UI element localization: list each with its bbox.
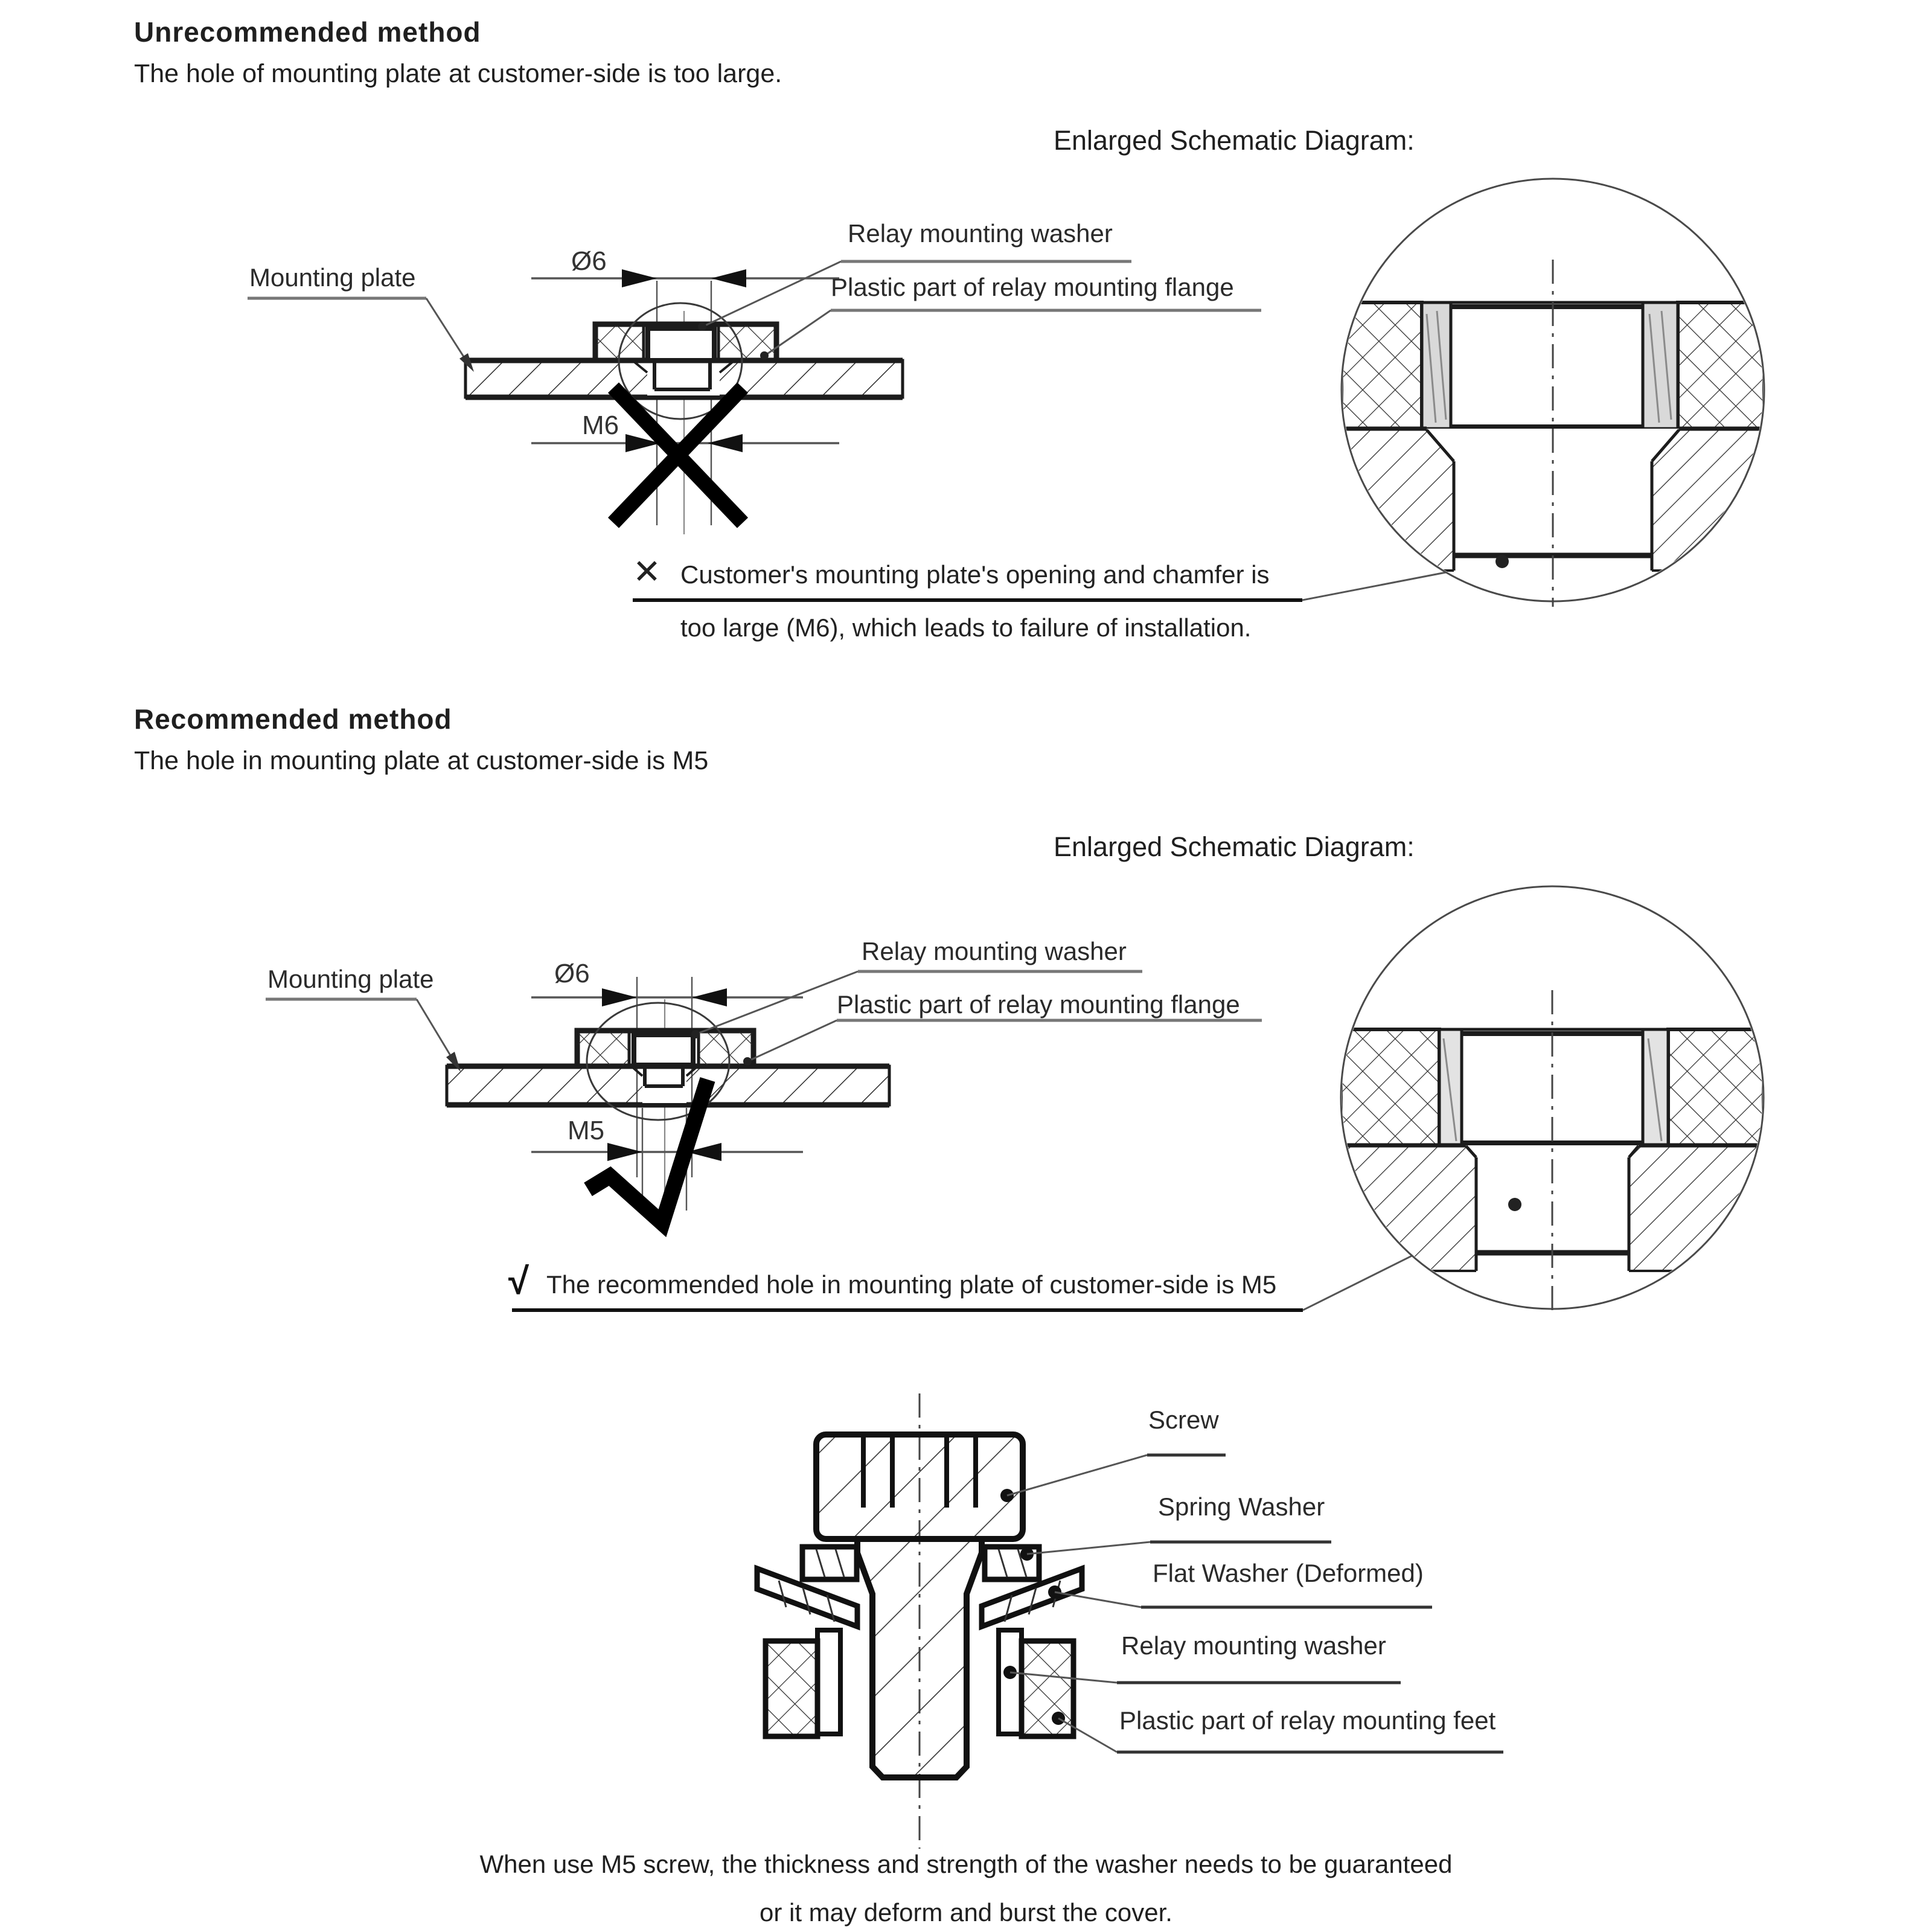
unrecommended-subtitle: The hole of mounting plate at customer-side is too large. [134,59,782,88]
label-relay-washer-3: Relay mounting washer [1121,1631,1386,1660]
check-note-mark: √ [508,1261,529,1302]
dim-thread-2: M5 [568,1116,605,1145]
unrecommended-enlarged-detail [1334,179,1771,607]
recommended-enlarged-detail [1334,886,1771,1316]
screw-assembly-drawing [757,1393,1503,1849]
unrecommended-title: Unrecommended method [134,16,481,48]
cross-note-line2: too large (M6), which leads to failure of installation. [680,613,1252,642]
wrong-cross-mark [613,388,743,523]
cross-note-line1: Customer's mounting plate's opening and chamfer is [680,560,1270,589]
enlarged-heading-2: Enlarged Schematic Diagram: [1054,831,1415,862]
label-mounting-plate-2: Mounting plate [267,965,434,993]
caption-line1: When use M5 screw, the thickness and strength of the washer needs to be guaranteed [479,1850,1453,1878]
check-note: The recommended hole in mounting plate of customer-side is M5 [546,1270,1277,1299]
dim-dia-2: Ø6 [554,959,590,988]
dim-thread-1: M6 [582,411,619,440]
recommended-title: Recommended method [134,703,452,735]
label-plastic-part-1: Plastic part of relay mounting flange [831,273,1234,301]
label-spring-washer: Spring Washer [1158,1492,1325,1521]
dim-dia-1: Ø6 [571,246,607,276]
label-screw: Screw [1148,1406,1219,1434]
enlarged-heading-1: Enlarged Schematic Diagram: [1054,125,1415,156]
caption-line2: or it may deform and burst the cover. [760,1898,1172,1927]
label-relay-washer-1: Relay mounting washer [848,219,1113,248]
unrecommended-cross-section [248,261,1502,600]
label-plastic-part-2: Plastic part of relay mounting flange [837,990,1240,1019]
label-mounting-plate-1: Mounting plate [249,263,416,292]
recommended-subtitle: The hole in mounting plate at customer-side is M5 [134,746,709,775]
recommended-cross-section [266,971,1515,1310]
label-flat-washer: Flat Washer (Deformed) [1153,1559,1424,1587]
cross-note-mark: ✕ [633,552,661,590]
label-plastic-feet: Plastic part of relay mounting feet [1119,1706,1496,1735]
label-relay-washer-2: Relay mounting washer [862,937,1127,965]
